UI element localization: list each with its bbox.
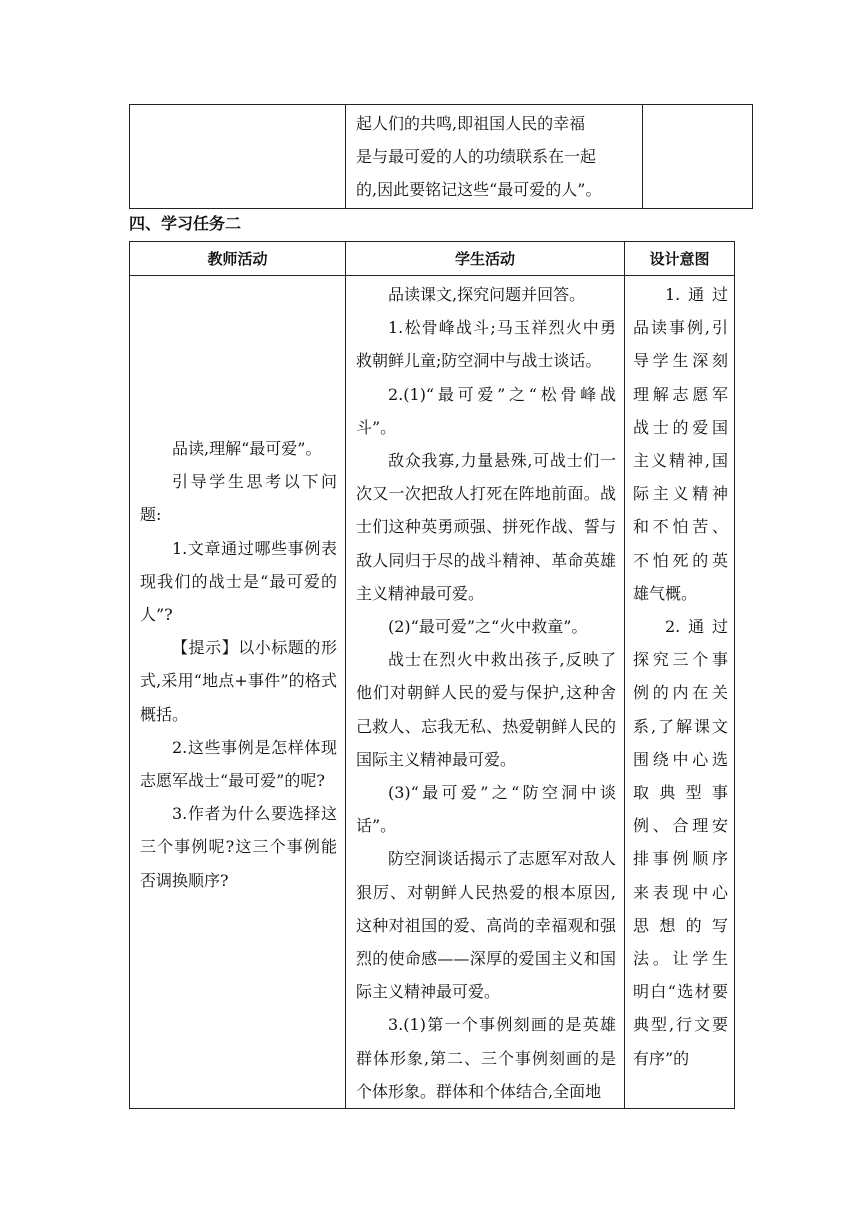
section-heading: 四、学习任务二 (129, 214, 242, 233)
header-student-activity: 学生活动 (346, 242, 625, 276)
student-paragraph: 品读课文,探究问题并回答。 (388, 285, 586, 304)
student-paragraph: 敌众我寡,力量悬殊,可战士们一次又一次把敌人打死在阵地前面。战士们这种英勇顽强、拼死作战、誓与敌人同归于尽的战斗精神、革命英雄主义精神最可爱。 (356, 451, 616, 603)
student-paragraph: 1.松骨峰战斗;马玉祥烈火中勇救朝鲜儿童;防空洞中与战士谈话。 (356, 318, 616, 371)
design-intent-cell (625, 276, 735, 1109)
student-cell (346, 105, 643, 209)
student-paragraph: 防空洞谈话揭示了志愿军对敌人狠厉、对朝鲜人民热爱的根本原因,这种对祖国的爱、高尚的幸福观和强烈的使命感——深厚的爱国主义和国际主义精神最可爱。 (356, 849, 616, 1002)
student-activity-cell (346, 276, 625, 1109)
student-paragraph: 3.(1)第一个事例刻画的是英雄群体形象,第二、三个事例刻画的是个体形象。群体和个体结合,全面地 (356, 1015, 616, 1101)
teacher-activity-cell (130, 276, 346, 1109)
header-teacher-activity: 教师活动 (130, 242, 346, 276)
student-line: 的,因此要铭记这些“最可爱的人”。 (356, 180, 602, 200)
design-paragraph: 2.通过探究三个事例的内在关系,了解课文围绕中心选取典型事例、合理安排事例顺序来表现中心思想的写法。让学生明白“选材要典型,行文要有序”的 (633, 617, 728, 1068)
student-paragraph: (2)“最可爱”之“火中救童”。 (388, 617, 588, 637)
teacher-paragraph: 品读,理解“最可爱”。 (172, 439, 322, 458)
design-paragraph: 1.通过品读事例,引导学生深刻理解志愿军战士的爱国主义精神,国际主义精神和不怕苦、不怕死的英雄气概。 (633, 285, 728, 603)
table-row (130, 105, 753, 209)
teacher-activity-content (140, 276, 337, 897)
teacher-cell (130, 105, 346, 209)
table-row (130, 276, 735, 1109)
teacher-paragraph: 3.作者为什么要选择这三个事例呢?这三个事例能否调换顺序? (140, 804, 337, 890)
student-paragraph: 2.(1)“最可爱”之“松骨峰战斗”。 (356, 384, 616, 437)
header-design-intent: 设计意图 (625, 242, 735, 276)
teacher-paragraph: 1.文章通过哪些事例表现我们的战士是“最可爱的人”? (140, 538, 337, 625)
teacher-hint: 【提示】以小标题的形式,采用“地点+事件”的格式概括。 (140, 638, 337, 724)
design-cell (643, 105, 753, 209)
lesson-table (129, 241, 735, 1109)
student-paragraph: 战士在烈火中救出孩子,反映了他们对朝鲜人民的爱与保护,这种舍己救人、忘我无私、热爱朝鲜人民的国际主义精神最可爱。 (356, 650, 616, 769)
student-line: 起人们的共鸣,即祖国人民的幸福 (356, 114, 586, 133)
teacher-paragraph: 引导学生思考以下问题: (140, 472, 337, 525)
lesson-table-continued (129, 104, 753, 209)
teacher-paragraph: 2.这些事例是怎样体现志愿军战士“最可爱”的呢? (140, 737, 337, 791)
table-header-row (130, 242, 735, 276)
student-paragraph: (3)“最可爱”之“防空洞中谈话”。 (356, 783, 616, 836)
student-line: 是与最可爱的人的功绩联系在一起 (356, 147, 597, 167)
